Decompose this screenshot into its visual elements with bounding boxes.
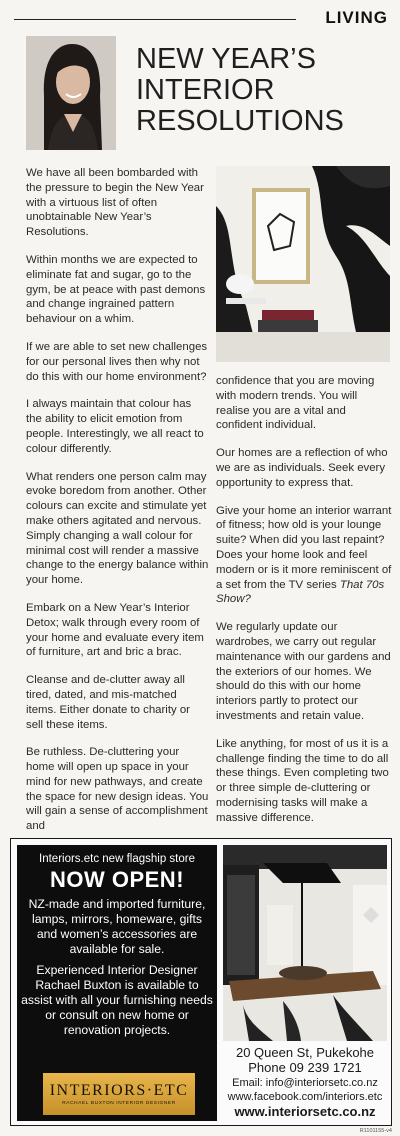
logo-tagline: RACHAEL BUXTON INTERIOR DESIGNER: [62, 1101, 176, 1106]
article-paragraph: Within months we are expected to eliminate fat and sugar, go to the gym, be at peace with past demons and change ingrained pattern behaviour on a whim.: [26, 253, 206, 326]
article-paragraph: [216, 504, 392, 608]
ad-designer-text: Experienced Interior Designer Rachael Buxton is available to assist with all your furnishing needs or consult on new home or renovation projects.: [21, 963, 213, 1037]
article-paragraph: If we are able to set new challenges for our personal lives then why not do this with our home environment?: [26, 340, 208, 383]
header-rule: [14, 19, 296, 20]
article-paragraph: I always maintain that colour has the ability to elicit emotion from people. Interestingly, we all react to colour differently.: [26, 398, 204, 455]
ad-products-text: NZ-made and imported furniture, lamps, mirrors, homeware, gifts and women’s accessories are available for sale.: [28, 897, 206, 956]
ad-contact-block: [217, 1045, 393, 1120]
ad-reference-code: R1101155-v4: [359, 1128, 392, 1134]
article-paragraph: We regularly update our wardrobes, we carry out regular maintenance with our gardens and the exteriors of our homes. We should do this with our home interiors partly to protect our investments and retain value.: [216, 621, 391, 722]
store-facebook: www.facebook.com/interiors.etc: [227, 1091, 383, 1103]
article-paragraph-text: Give your home an interior warrant of fitness; how old is your lounge suite? When did you last repaint? Does your home look and feel modern or is it more reminiscent of a set from the TV series: [216, 504, 392, 591]
headline-line-2: INTERIOR: [136, 74, 275, 106]
article-paragraph: Our homes are a reflection of who we are as individuals. Seek every opportunity to express that.: [216, 447, 388, 489]
author-portrait: [26, 36, 116, 150]
article-paragraph: We have all been bombarded with the pressure to begin the New Year with a virtuous list of often unobtainable New Year’s Resolutions.: [26, 167, 204, 239]
showroom-photo: [223, 845, 387, 1041]
headline-line-1: NEW YEAR’S: [136, 43, 316, 75]
store-website: www.interiorsetc.co.nz: [234, 1104, 376, 1119]
ad-black-panel: [17, 845, 217, 1121]
article-right-column: [216, 374, 392, 839]
ad-now-open: NOW OPEN!: [49, 867, 185, 892]
headline-line-3: RESOLUTIONS: [136, 105, 344, 137]
logo-wordmark: INTERIORS·ETC: [49, 1082, 189, 1099]
ad-flagship-line: Interiors.etc new flagship store: [39, 853, 195, 865]
store-address: 20 Queen St, Pukekohe: [235, 1045, 375, 1060]
article-paragraph: confidence that you are moving with modern trends. You will realise you are a vital and confident individual.: [216, 375, 375, 432]
article-left-column: [26, 166, 209, 847]
article-paragraph: Be ruthless. De-cluttering your home will open up space in your mind for new pathways, and create the space for new design ideas. You will gain a sense of accomplishment and: [26, 746, 209, 833]
article-paragraph: What renders one person calm may evoke boredom from another. Other colours can excite and stimulate yet make others agitated and nervous. Simply changing a wall colour for minimal cost will render a massive change to the energy balance within your home.: [26, 470, 209, 587]
store-email: Email: info@interiorsetc.co.nz: [232, 1077, 378, 1089]
interior-photo: [216, 166, 390, 362]
store-phone: Phone 09 239 1721: [248, 1060, 362, 1075]
article-paragraph: Cleanse and de-clutter away all tired, dated, and mis-matched items. Either donate to charity or sell these items.: [26, 674, 190, 731]
tv-series-title: That 70s Show?: [216, 578, 385, 606]
article-paragraph: Like anything, for most of us it is a challenge finding the time to do all these things. Even completing two or three simple de-cluttering or modernising tasks will make a massive difference.: [216, 737, 389, 824]
store-advertisement: [10, 838, 392, 1126]
interiors-etc-logo: [43, 1073, 195, 1115]
headline: [136, 44, 386, 137]
section-label: LIVING: [325, 8, 388, 27]
article-paragraph: Embark on a New Year’s Interior Detox; walk through every room of your home and evaluate every item of furniture, art and bric a brac.: [26, 601, 204, 659]
